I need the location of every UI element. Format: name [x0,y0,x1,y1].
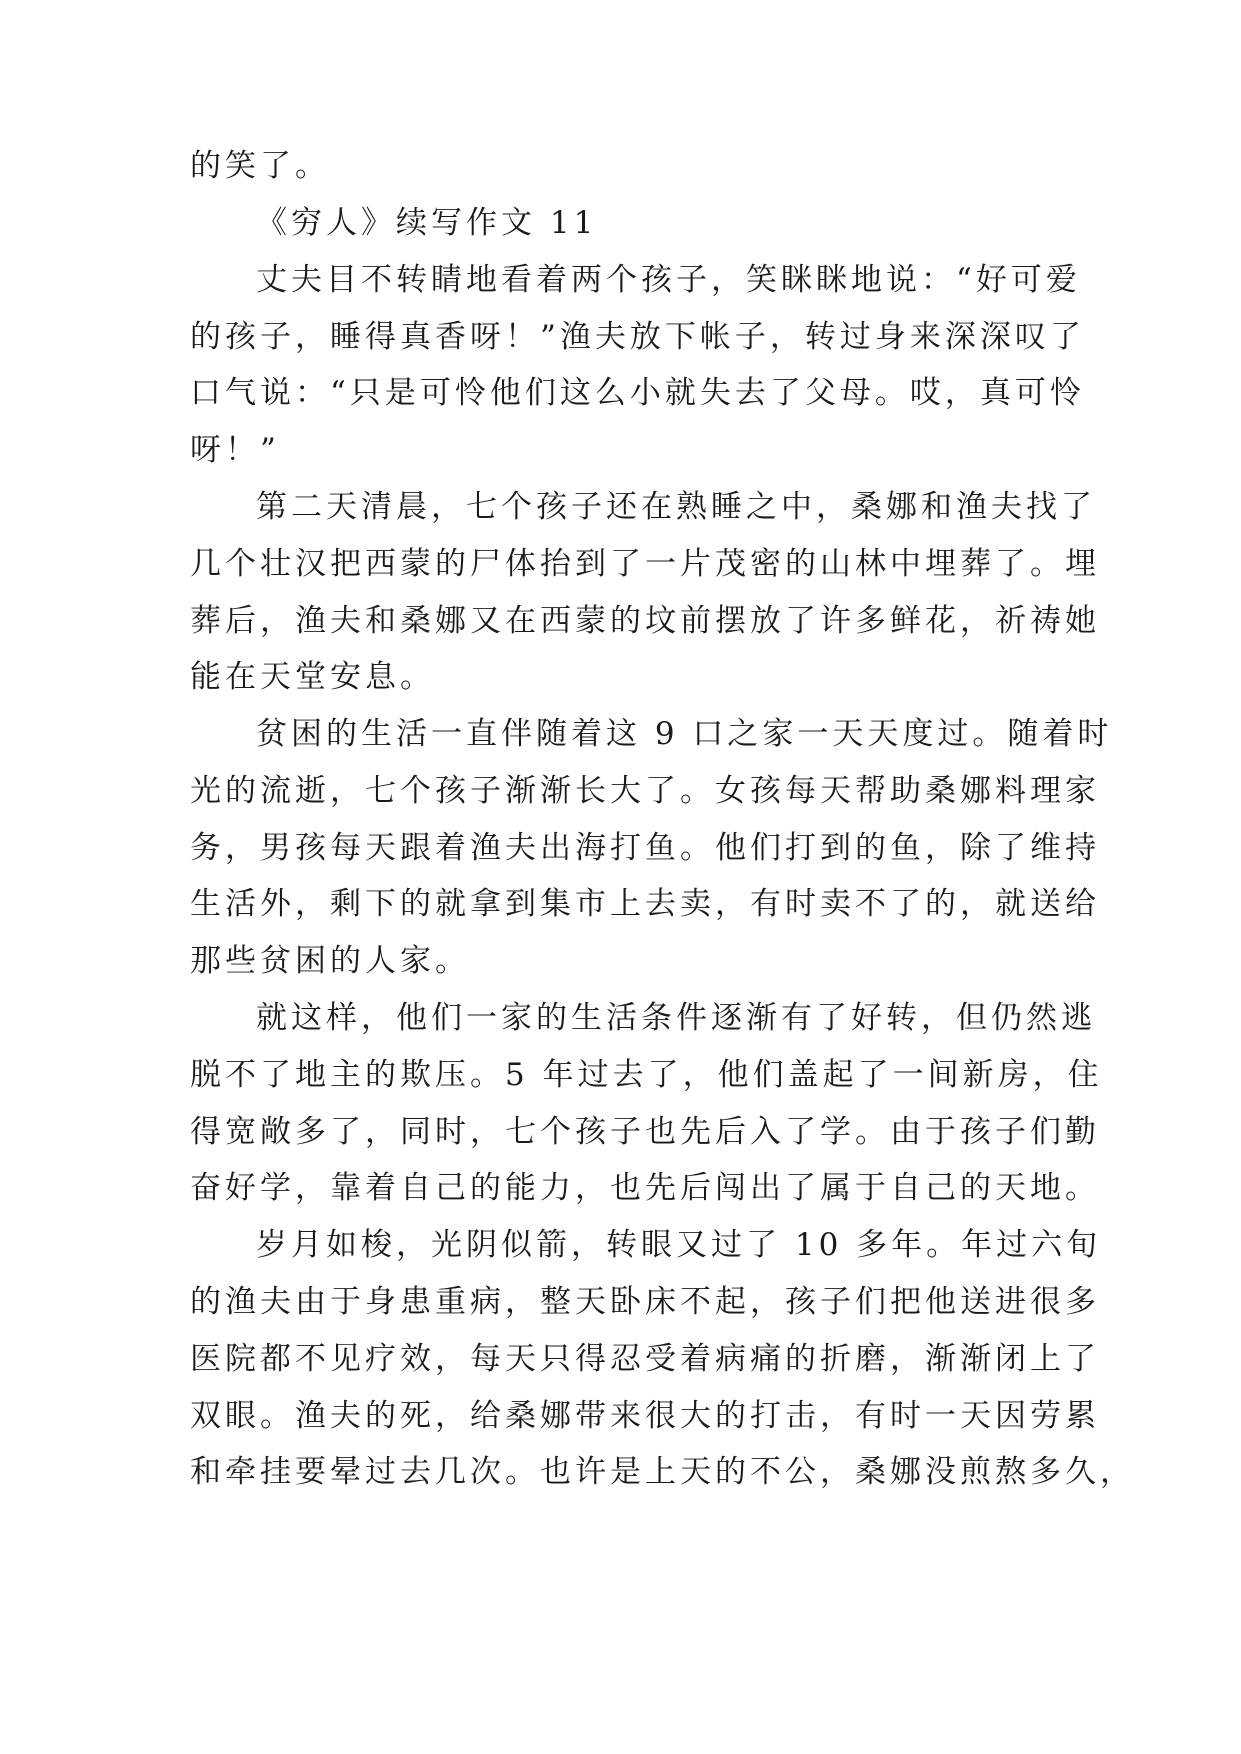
text-line: 葬后，渔夫和桑娜又在西蒙的坟前摆放了许多鲜花，祈祷她 [190,603,1100,639]
text-line: 口气说：“只是可怜他们这么小就失去了父母。哎，真可怜 [190,375,1085,411]
text-line: 第二天清晨，七个孩子还在熟睡之中，桑娜和渔夫找了 [256,489,1096,525]
text-line: 的笑了。 [190,148,330,184]
text-line: 得宽敞多了，同时，七个孩子也先后入了学。由于孩子们勤 [190,1114,1100,1150]
text-line: 贫困的生活一直伴随着这 9 口之家一天天度过。随着时 [256,716,1113,752]
text-line: 奋好学，靠着自己的能力，也先后闯出了属于自己的天地。 [190,1170,1100,1206]
text-line: 几个壮汉把西蒙的尸体抬到了一片茂密的山林中埋葬了。埋 [190,546,1100,582]
text-line: 那些贫困的人家。 [190,943,470,979]
text-line: 丈夫目不转睛地看着两个孩子，笑眯眯地说：“好可爱 [256,262,1081,298]
text-line: 的渔夫由于身患重病，整天卧床不起，孩子们把他送进很多 [190,1284,1100,1320]
text-line: 双眼。渔夫的死，给桑娜带来很大的打击，有时一天因劳累 [190,1398,1100,1434]
text-line: 和牵挂要晕过去几次。也许是上天的不公，桑娜没煎熬多久， [190,1454,1135,1490]
text-line: 能在天堂安息。 [190,659,435,695]
text-line: 岁月如梭，光阴似箭，转眼又过了 10 多年。年过六旬 [256,1227,1102,1263]
text-line: 的孩子，睡得真香呀！”渔夫放下帐子，转过身来深深叹了 [190,319,1085,355]
text-line: 光的流逝，七个孩子渐渐长大了。女孩每天帮助桑娜料理家 [190,773,1100,809]
text-line: 就这样，他们一家的生活条件逐渐有了好转，但仍然逃 [256,1000,1096,1036]
text-line: 务，男孩每天跟着渔夫出海打鱼。他们打到的鱼，除了维持 [190,830,1100,866]
section-heading: 《穷人》续写作文 11 [256,205,598,241]
text-line: 脱不了地主的欺压。5 年过去了，他们盖起了一间新房，住 [190,1057,1103,1093]
text-line: 生活外，剩下的就拿到集市上去卖，有时卖不了的，就送给 [190,886,1100,922]
text-line: 呀！” [190,432,280,468]
text-line: 医院都不见疗效，每天只得忍受着病痛的折磨，渐渐闭上了 [190,1341,1100,1377]
